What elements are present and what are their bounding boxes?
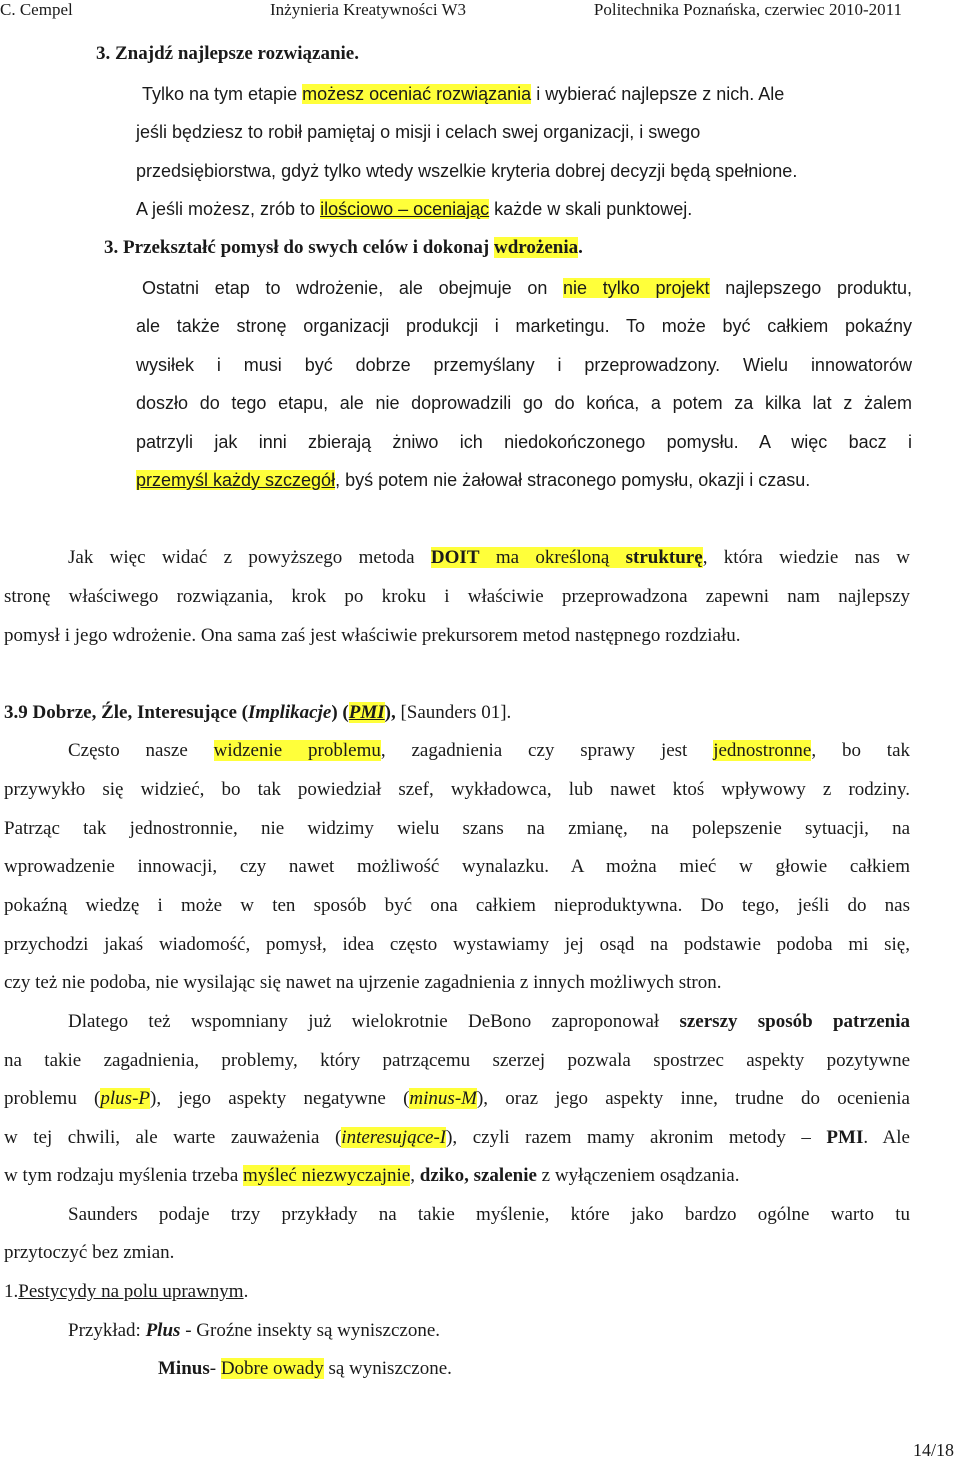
doit-line-1: Jak więc widać z powyższego metoda DOIT ma określoną strukturę, która wiedzie nas w [68, 547, 910, 568]
impl-text-line-4: doszło do tego etapu, ale nie doprowadzili go do końca, a potem za kilka lat z żalem [136, 393, 912, 413]
pmi-line-1: Często nasze widzenie problemu, zagadnienia czy sprawy jest jednostronne, bo tak [68, 740, 910, 761]
pmi-line-6: przychodzi jakaś wiadomość, pomysł, idea często wystawiamy jej osąd na podstawie podoba mi się, [4, 934, 910, 955]
step-text-line-1: Tylko na tym etapie możesz oceniać rozwiązania i wybierać najlepsze z nich. Ale [142, 84, 785, 104]
step-heading-find-best: 3. Znajdź najlepsze rozwiązanie. [96, 43, 359, 64]
page-header [0, 0, 960, 22]
debono-line-3: problemu (plus-P), jego aspekty negatywne (minus-M), oraz jego aspekty inne, trudne do ocenienia [4, 1088, 910, 1109]
pmi-line-2: przywykło się widzieć, bo tak powiedział szef, wykładowca, lub nawet ktoś wpływowy z rodziny. [4, 779, 910, 800]
doit-line-2: stronę właściwego rozwiązania, krok po kroku i właściwie przeprowadzona zapewni nam najlepszy [4, 586, 910, 607]
debono-line-4: w tej chwili, ale warte zauważenia (interesujące-I), czyli razem mamy akronim metody – PMI. Ale [4, 1127, 910, 1148]
header-course: Inżynieria Kreatywności W3 [270, 0, 467, 19]
page-number: 14/18 [912, 1440, 954, 1460]
header-institution: Politechnika Poznańska, czerwiec 2010-2011 [593, 0, 902, 19]
debono-line-2: na takie zagadnienia, problemy, który patrzącemu szerzej pozwala spostrzec aspekty pozytywne [4, 1050, 910, 1071]
pmi-line-7: czy też nie podoba, nie wysilając się nawet na ujrzenie zagadnienia z innych możliwych stron. [4, 972, 722, 993]
example-1-plus: Przykład: Plus - Groźne insekty są wyniszczone. [68, 1320, 441, 1341]
pmi-line-4: wprowadzenie innowacji, czy nawet możliwość wynalazku. A można mieć w głowie całkiem [4, 856, 910, 877]
debono-line-5: w tym rodzaju myślenia trzeba myśleć niezwyczajnie, dziko, szalenie z wyłączeniem osądzania. [4, 1165, 740, 1186]
step-text-line-4: A jeśli możesz, zrób to ilościowo – oceniając każde w skali punktowej. [136, 199, 693, 219]
pmi-line-3: Patrząc tak jednostronnie, nie widzimy wielu szans na zmianę, na polepszenie sytuacji, na [4, 818, 910, 839]
saunders-line-2: przytoczyć bez zmian. [4, 1242, 175, 1263]
example-1-title: 1.Pestycydy na polu uprawnym. [4, 1281, 249, 1302]
example-1-minus: Minus- Dobre owady są wyniszczone. [158, 1358, 452, 1379]
impl-text-line-5: patrzyli jak inni zbierają żniwo ich niedokończonego pomysłu. A więc bacz i [136, 432, 912, 452]
impl-text-line-6: przemyśl każdy szczegół, byś potem nie żałował straconego pomysłu, okazji i czasu. [136, 470, 811, 490]
step-text-line-3: przedsiębiorstwa, gdyż tylko wtedy wszelkie kryteria dobrej decyzji będą spełnione. [136, 161, 798, 181]
header-author: C. Cempel [0, 0, 73, 19]
pmi-line-5: pokaźną wiedzę i może w ten sposób być ona całkiem nieproduktywna. Do tego, jeśli do nas [4, 895, 910, 916]
impl-text-line-3: wysiłek i musi być dobrze przemyślany i przeprowadzony. Wielu innowatorów [136, 355, 912, 375]
impl-text-line-2: ale także stronę organizacji produkcji i marketingu. To może być całkiem pokaźny [136, 316, 912, 336]
saunders-line-1: Saunders podaje trzy przykłady na takie myślenie, które jako bardzo ogólne warto tu [68, 1204, 910, 1225]
impl-text-line-1: Ostatni etap to wdrożenie, ale obejmuje on nie tylko projekt najlepszego produktu, [142, 278, 913, 298]
debono-line-1: Dlatego też wspomniany już wielokrotnie DeBono zaproponował szerszy sposób patrzenia [68, 1011, 911, 1032]
step-heading-implement: 3. Przekształć pomysł do swych celów i dokonaj wdrożenia. [104, 237, 583, 258]
section-heading-pmi: 3.9 Dobrze, Źle, Interesujące (Implikacje) (PMI), [Saunders 01]. [4, 702, 512, 723]
step-text-line-2: jeśli będziesz to robił pamiętaj o misji i celach swej organizacji, i swego [136, 122, 701, 142]
doit-line-3: pomysł i jego wdrożenie. Ona sama zaś jest właściwie prekursorem metod następnego rozdziału. [4, 625, 741, 646]
